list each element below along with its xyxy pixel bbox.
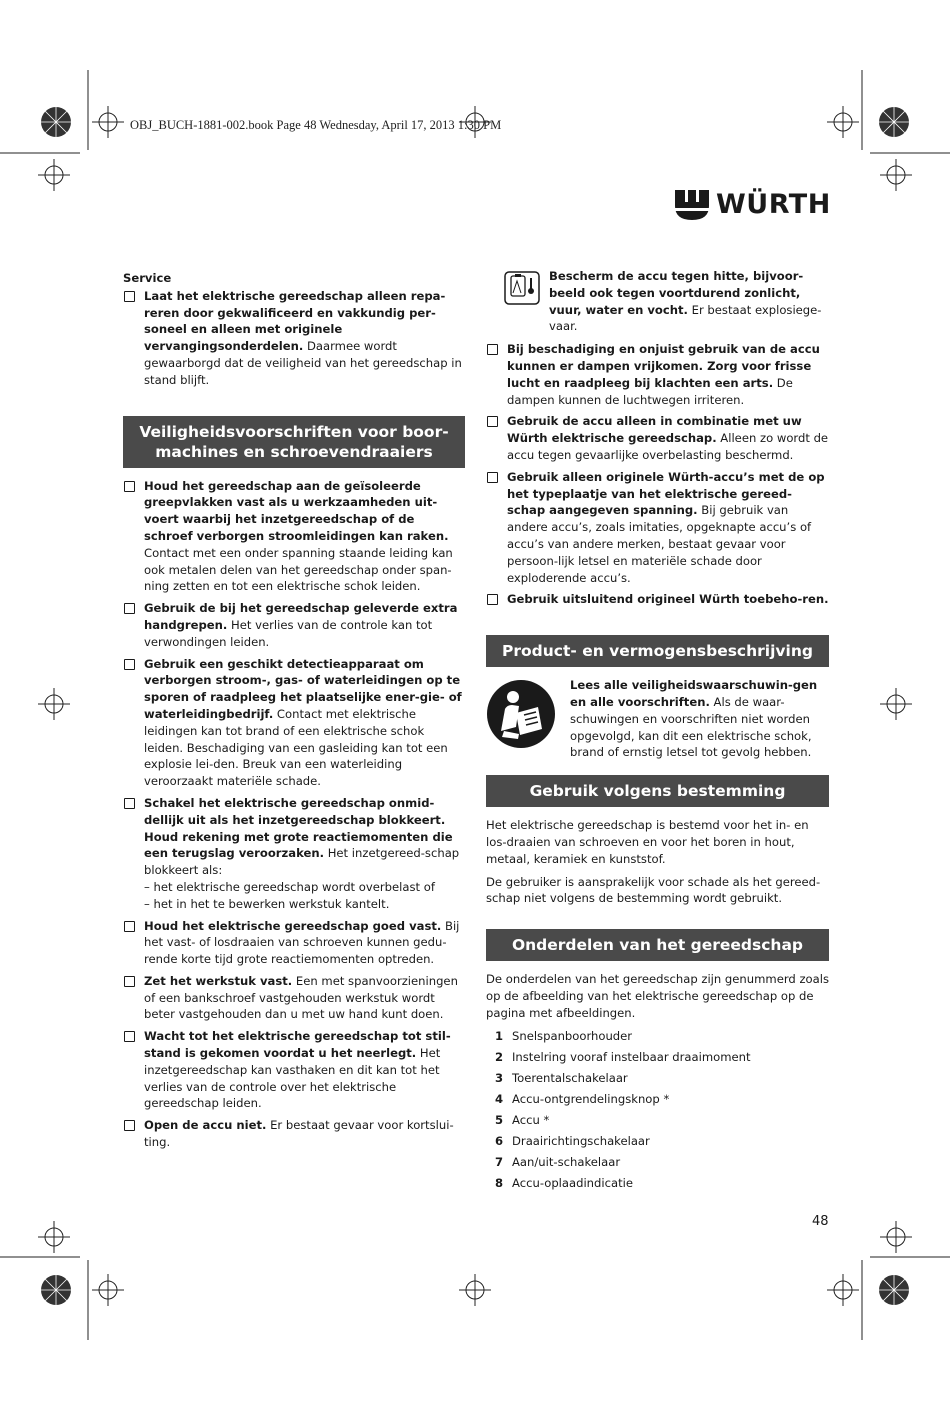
checkbox-bullet-icon: [124, 659, 135, 670]
right-column: [486, 268, 829, 1196]
part-item: 3 Toerentalschakelaar: [495, 1070, 628, 1085]
part-item: 8 Accu-oplaadindicatie: [495, 1176, 633, 1191]
sub-line: – het in het te bewerken werkstuk kantelt.: [144, 896, 390, 911]
wurth-logo-icon: [675, 188, 709, 222]
sub-line: – het elektrische gereedschap wordt overbelast of: [144, 879, 435, 894]
usage-paragraph: De gebruiker is aansprakelijk voor schade als het gereed-schap niet volgens de bestemming wordt gebruikt.: [486, 874, 821, 906]
part-item: 4 Accu-ontgrendelingsknop *: [495, 1091, 670, 1106]
section-heading-usage: Gebruik volgens bestemming: [486, 775, 829, 807]
list-item: Zet het werkstuk vast. Een met spanvoorzieningen of een bankschroef vastgehouden werkstuk wordt beter vastgehouden dan u met uw hand kunt doen.: [123, 973, 465, 1023]
print-header: OBJ_BUCH-1881-002.book Page 48 Wednesday, April 17, 2013 1:30 PM: [130, 118, 502, 132]
list-item: Bij beschadiging en onjuist gebruik van de accu kunnen er dampen vrijkomen. Zorg voor frisse lucht en raadpleeg bij klachten een arts. De dampen kunnen de luchtwegen irriteren.: [486, 341, 829, 408]
checkbox-bullet-icon: [124, 291, 135, 302]
left-column: [123, 268, 465, 1156]
heat-warning-item: Bescherm de accu tegen hitte, bijvoor-beeld ook tegen voortdurend zonlicht, vuur, water en vocht. Er bestaat explosiege-vaar.: [486, 268, 829, 335]
page-number: 48: [812, 1214, 829, 1229]
section-heading-product: Product- en vermogensbeschrijving: [486, 635, 829, 667]
list-item: Gebruik uitsluitend origineel Würth toebeho-ren.: [486, 591, 829, 608]
list-item: Laat het elektrische gereedschap alleen repa-reren door gekwalificeerd en vakkundig per-soneel en alleen met originele vervangingsonderdelen. Daarmee wordt gewaarborgd dat de veiligheid van het gereedschap in stand blijft.: [123, 288, 465, 389]
checkbox-bullet-icon: [124, 603, 135, 614]
checkbox-bullet-icon: [487, 594, 498, 605]
list-item: Gebruik de accu alleen in combinatie met uw Würth elektrische gereedschap. Alleen zo wordt de accu tegen gevaarlijke overbelasting beschermd.: [486, 413, 829, 463]
list-item: Gebruik alleen originele Würth-accu’s met de op het typeplaatje van het elektrische gereed-schap aangegeven spanning. Bij gebruik van andere accu’s, zoals imitaties, opgeknapte accu’s of accu’s van andere merken, bestaat gevaar voor persoon-lijk letsel en materiële schade door exploderende accu’s.: [486, 469, 829, 587]
read-instructions-warning: Lees alle veiligheidswaarschuwin-gen en alle voorschriften. Als de waar-schuwingen en voorschriften niet worden opgevolgd, kan dit een elektrische schok, brand of ernstig letsel tot gevolg hebben.: [486, 677, 829, 761]
checkbox-bullet-icon: [487, 344, 498, 355]
checkbox-bullet-icon: [487, 472, 498, 483]
section-heading-safety: Veiligheidsvoorschriften voor boor-machines en schroevendraaiers: [123, 416, 465, 468]
parts-list: [486, 1028, 829, 1192]
checkbox-bullet-icon: [124, 1031, 135, 1042]
usage-paragraph: Het elektrische gereedschap is bestemd voor het in- en los-draaien van schroeven en voor het boren in hout, metaal, keramiek en kunststof.: [486, 818, 809, 866]
list-item: Gebruik een geschikt detectieapparaat om verborgen stroom-, gas- of waterleidingen op te sporen of raadpleeg het plaatselijke ener-gie- of waterleidingbedrijf. Contact met elektrische leidingen kan tot brand of een elektrische schok leiden. Beschadiging van een gasleiding kan tot een explosie lei-den. Breuk van een waterleiding veroorzaakt materiële schade.: [123, 656, 465, 790]
wurth-logo: [675, 188, 835, 224]
section-heading-parts: Onderdelen van het gereedschap: [486, 929, 829, 961]
part-item: 6 Draairichtingschakelaar: [495, 1133, 650, 1148]
part-item: 7 Aan/uit-schakelaar: [495, 1155, 621, 1170]
temperature-warning-icon: [504, 271, 540, 310]
checkbox-bullet-icon: [487, 416, 498, 427]
parts-intro: De onderdelen van het gereedschap zijn genummerd zoals op de afbeelding van het elektrische gereedschap op de pagina met afbeeldingen.: [486, 972, 829, 1020]
checkbox-bullet-icon: [124, 1120, 135, 1131]
list-item: Wacht tot het elektrische gereedschap tot stil-stand is gekomen voordat u het neerlegt. Het inzetgereedschap kan vasthaken en dit kan tot het verlies van de controle over het elektrische gereedschap leiden.: [123, 1028, 465, 1112]
read-manual-icon: [486, 679, 556, 754]
list-item: Houd het elektrische gereedschap goed vast. Bij het vast- of losdraaien van schroeven kunnen gedu-rende korte tijd grote reactiemomenten optreden.: [123, 918, 465, 968]
list-item: Houd het gereedschap aan de geïsoleerde greepvlakken vast als u werkzaamheden uit-voert waarbij het inzetgereedschap of de schroef verborgen stroomleidingen kan raken. Contact met een onder spanning staande leiding kan ook metalen delen van het gereedschap onder span-ning zetten en tot een elektrische schok leiden.: [123, 478, 465, 596]
list-item: Open de accu niet. Er bestaat gevaar voor kortslui-ting.: [123, 1117, 465, 1151]
checkbox-bullet-icon: [124, 481, 135, 492]
list-item: Schakel het elektrische gereedschap onmid-dellijk uit als het inzetgereedschap blokkeert. Houd rekening met grote reactiemomenten die een terugslag veroorzaken. Het inzetgereed-schap blokkeert als: – het elektrische gereedschap wordt overbelast of – het in het te bewerken werkstuk kantelt.: [123, 795, 465, 913]
checkbox-bullet-icon: [124, 976, 135, 987]
part-item: 1 Snelspanboorhouder: [495, 1028, 633, 1043]
part-item: 2 Instelring vooraf instelbaar draaimoment: [495, 1049, 751, 1064]
checkbox-bullet-icon: [124, 798, 135, 809]
brand-name: WÜRTH: [716, 189, 831, 220]
part-item: 5 Accu *: [495, 1112, 550, 1127]
list-item: Gebruik de bij het gereedschap geleverde extra handgrepen. Het verlies van de controle kan tot verwondingen leiden.: [123, 600, 465, 650]
service-title: Service: [123, 271, 172, 285]
checkbox-bullet-icon: [124, 921, 135, 932]
